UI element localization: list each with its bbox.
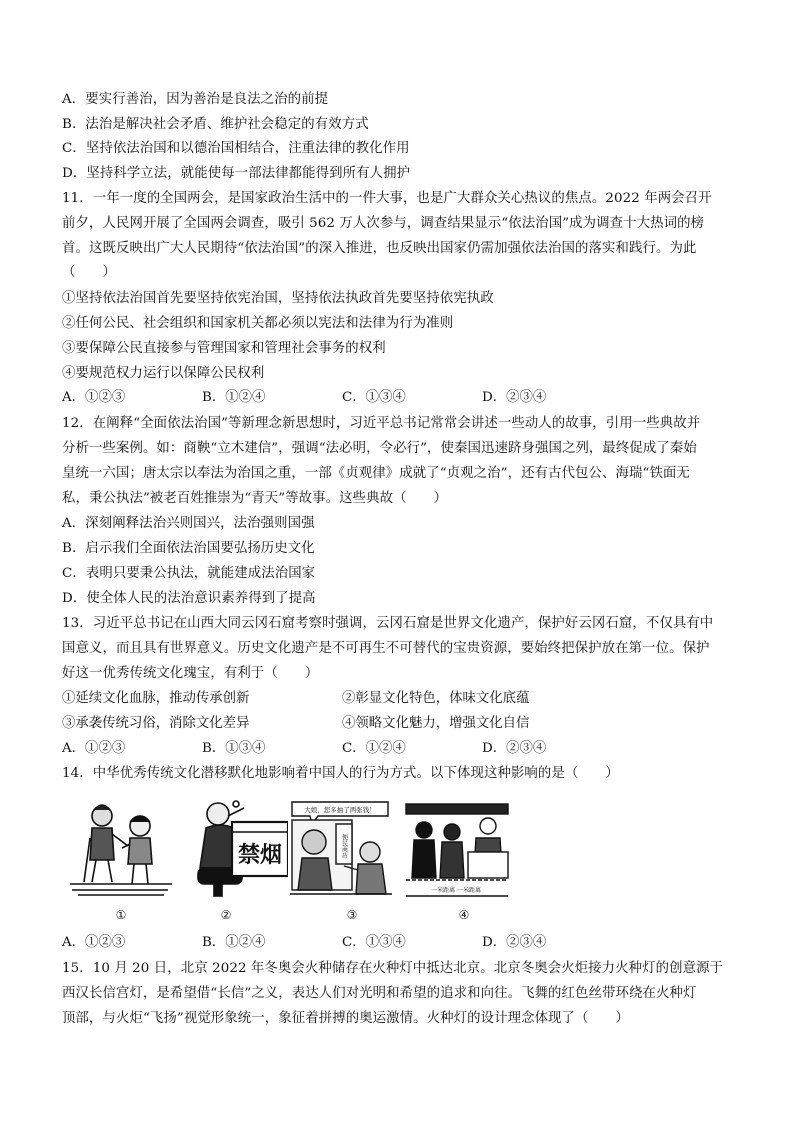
q11-item-1: ①坚持依法治国首先要坚持依宪治国，坚持依法执政首先要坚持依宪执政 <box>62 291 494 306</box>
cartoon-2-sign-text: 禁烟 <box>237 843 283 868</box>
q13-item-3: ③承袭传统习俗，消除文化差异 <box>62 716 250 731</box>
q10-option-a: A．要实行善治，因为善治是良法之治的前提 <box>62 92 329 107</box>
q11-choice-a[interactable]: A．①②③ <box>62 390 126 405</box>
q13-item-2: ②彰显文化特色，体味文化底蕴 <box>342 691 530 706</box>
q12-option-b[interactable]: B．启示我们全面依法治国要弘扬历史文化 <box>62 541 315 556</box>
q14-stem: 14．中华优秀传统文化潜移默化地影响着中国人的行为方式。以下体现这种影响的是（ ） <box>62 766 619 781</box>
q13-stem-line: 13．习近平总书记在山西大同云冈石窟考察时强调，云冈石窟是世界文化遗产，保护好云冈石窟，不仅具有中 <box>62 616 714 631</box>
q13-choice-c[interactable]: C．①②④ <box>342 741 406 756</box>
q11-stem-line: 首。这既反映出广大人民期待“依法治国”的深入推进，也反映出国家仍需加强依法治国的落实和践行。为此 <box>62 241 697 256</box>
cartoon-2-caption: ② <box>220 908 232 922</box>
q11-item-3: ③要保障公民直接参与管理国家和管理社会事务的权利 <box>62 341 386 356</box>
cartoon-2-no-smoking-image <box>190 798 296 900</box>
q11-choice-d[interactable]: D．②③④ <box>482 390 547 405</box>
q13-stem-line: 好这一优秀传统文化瑰宝，有利于（ ） <box>62 666 319 681</box>
cartoon-3-store-image <box>288 798 394 900</box>
q12-stem-line: 12．在阐释“全面依法治国”等新理念新思想时，习近平总书记常常会讲述一些动人的故事，引用一些典故并 <box>62 416 701 431</box>
q11-stem-line: （ ） <box>62 265 116 280</box>
cartoon-3-sign-text: 便民商店 <box>340 834 348 858</box>
q13-item-4: ④领略文化魅力，增强文化自信 <box>342 716 530 731</box>
q12-option-d[interactable]: D．使全体人民的法治意识素养得到了提高 <box>62 591 316 606</box>
q11-stem-line: 前夕，人民网开展了全国两会调查，吸引 562 万人次参与，调查结果显示“依法治国”成为调查十大热词的榜 <box>62 216 705 231</box>
q10-option-b: B．法治是解决社会矛盾、维护社会稳定的有效方式 <box>62 117 369 132</box>
q13-item-1: ①延续文化血脉，推动传承创新 <box>62 691 250 706</box>
q12-stem-line: 私，秉公执法”被老百姓推崇为“青天”等故事。这些典故（ ） <box>62 491 448 506</box>
q13-items-row <box>62 691 662 707</box>
q11-choice-c[interactable]: C．①③④ <box>342 390 406 405</box>
q14-choice-c[interactable]: C．①③④ <box>342 935 406 950</box>
q15-stem-line: 西汉长信宫灯，是希望借“长信”之义，表达人们对光明和希望的追求和向往。飞舞的红色丝带环绕在火种灯 <box>62 986 697 1001</box>
cartoon-3-caption: ③ <box>346 908 358 922</box>
q12-option-a[interactable]: A．深刻阐释法治兴则国兴，法治强则国强 <box>62 516 315 531</box>
q14-choices <box>62 935 622 951</box>
q11-choice-b[interactable]: B．①②④ <box>202 390 266 405</box>
q10-option-d: D．坚持科学立法，就能使每一部法律都能得到所有人拥护 <box>62 166 411 181</box>
q15-stem-line: 顶部，与火炬“飞扬”视觉形象统一，象征着拼搏的奥运激情。火种灯的设计理念体现了（ ） <box>62 1011 630 1026</box>
q11-stem-line: 11．一年一度的全国两会，是国家政治生活中的一件大事，也是广大群众关心热议的焦点。2022 年两会召开 <box>62 191 712 206</box>
q14-choice-d[interactable]: D．②③④ <box>482 935 547 950</box>
q14-choice-a[interactable]: A．①②③ <box>62 935 126 950</box>
cartoon-4-caption: ④ <box>458 908 470 922</box>
q15-stem-line: 15．10 月 20 日，北京 2022 年冬奥会火种储存在火种灯中抵达北京。北京冬奥会火炬接力火种灯的创意源于 <box>62 961 724 976</box>
q12-option-c[interactable]: C．表明只要秉公执法，就能建成法治国家 <box>62 566 316 581</box>
q11-item-2: ②任何公民、社会组织和国家机关都必须以宪法和法律为行为准则 <box>62 316 454 331</box>
q13-choice-d[interactable]: D．②③④ <box>482 741 547 756</box>
q13-choice-a[interactable]: A．①②③ <box>62 741 126 756</box>
q13-stem-line: 国意义，而且具有世界意义。历史文化遗产是不可再生不可替代的宝贵资源，要始终把保护放在第一位。保护 <box>62 641 710 656</box>
cartoon-1-helping-elderly-image <box>68 798 174 900</box>
q13-choice-b[interactable]: B．①③④ <box>202 741 266 756</box>
q14-choice-b[interactable]: B．①②④ <box>202 935 266 950</box>
cartoon-4-floor-text: 一米距离 一米距离 <box>431 887 481 894</box>
q12-stem-line: 分析一些案例。如：商鞅“立木建信”，强调“法必明，令必行”，使秦国迅速跻身强国之列，最终促成了秦始 <box>62 441 697 456</box>
q11-choices <box>62 390 622 406</box>
cartoon-1-caption: ① <box>115 908 127 922</box>
q11-item-4: ④要规范权力运行以保障公民权利 <box>62 366 265 381</box>
q12-stem-line: 皇统一六国；唐太宗以奉法为治国之重，一部《贞观律》成就了“贞观之治”，还有古代包公、海瑞“铁面无 <box>62 466 690 481</box>
cartoon-4-queue-image <box>404 798 510 900</box>
q13-choices <box>62 741 622 757</box>
q13-items-row <box>62 716 662 732</box>
cartoon-3-speech-bubble: 大娘，您多抽了两张钱！ <box>304 806 376 814</box>
q10-option-c: C．坚持依法治国和以德治国相结合，注重法律的教化作用 <box>62 141 410 156</box>
